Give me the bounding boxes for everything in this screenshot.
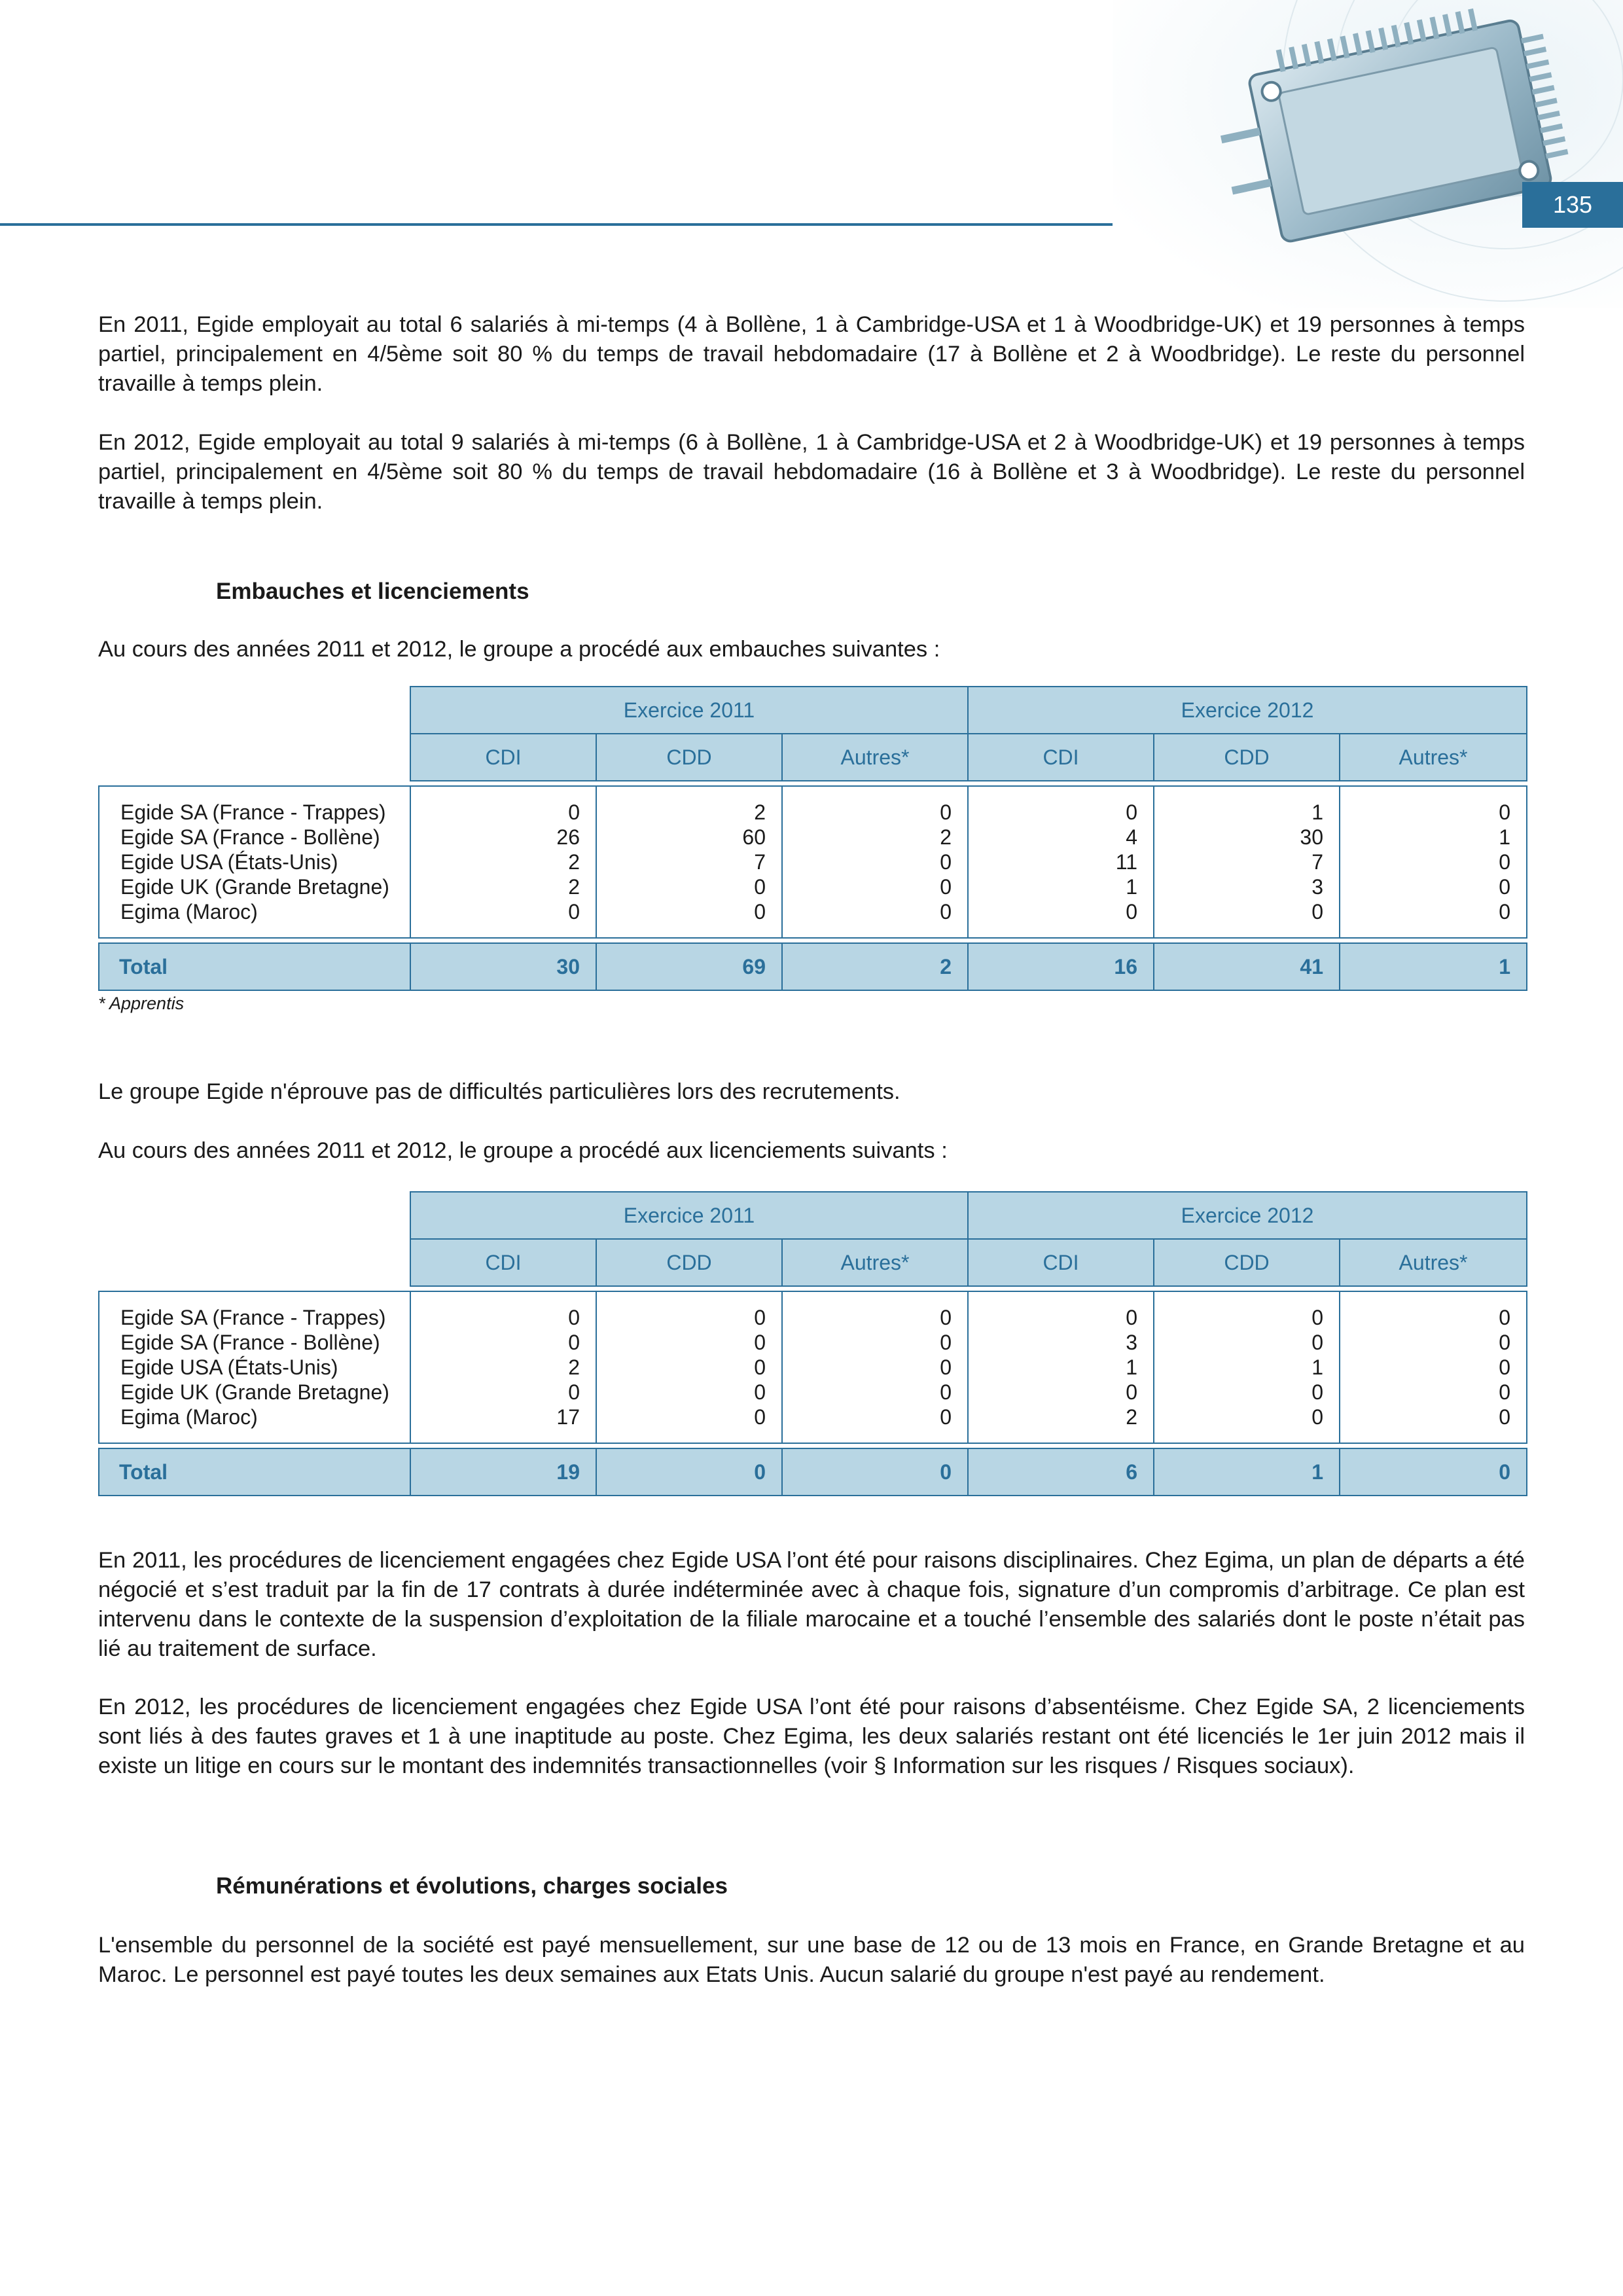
values-2011-cdd: 2 60 7 0 0 [596, 786, 782, 938]
column-header: CDI [968, 1239, 1154, 1286]
total-value: 1 [1154, 1448, 1340, 1496]
footnote-apprentis: * Apprentis [98, 994, 185, 1013]
row-labels [99, 786, 410, 938]
paragraph-remuneration: L'ensemble du personnel de la société est payé mensuellement, sur une base de 12 ou de 13 mois en France, en Grande Bretagne et au Maroc. Le personnel est payé toutes les deux semaines aux Etats Unis. Aucun salarié du groupe n'est payé au rendement. [98, 1933, 1525, 1987]
header-year-2012: Exercice 2012 [968, 1192, 1527, 1239]
header-year-2012: Exercice 2012 [968, 687, 1527, 734]
values-2012-cdd: 1 30 7 3 0 [1154, 786, 1340, 938]
hires-table [98, 686, 1527, 991]
header-rule [0, 223, 1114, 226]
paragraph-part-time-2011: En 2011, Egide employait au total 6 salariés à mi-temps (4 à Bollène, 1 à Cambridge-USA et 1 à Woodbridge-UK) et 19 personnes à temps partiel, principalement en 4/5ème soit 80 % du temps de travail hebdomadaire (17 à Bollène et 2 à Woodbridge). Le reste du personnel travaille à temps plein. [98, 312, 1525, 396]
page-number: 135 [1522, 182, 1623, 228]
row-label: Egima (Maroc) [120, 900, 258, 924]
row-label: Egima (Maroc) [120, 1405, 258, 1429]
total-label: Total [99, 1448, 410, 1496]
column-header: CDD [596, 734, 782, 781]
section-heading-hires-layoffs: Embauches et licenciements [216, 579, 529, 604]
row-label: Egide USA (États-Unis) [120, 850, 338, 874]
total-value: 30 [410, 943, 596, 990]
row-label: Egide SA (France - Trappes) [120, 1306, 386, 1329]
column-header: CDD [1154, 1239, 1340, 1286]
paragraph-hires-intro: Au cours des années 2011 et 2012, le groupe a procédé aux embauches suivantes : [98, 637, 940, 662]
values-2011-autres: 0 2 0 0 0 [782, 786, 968, 938]
values-2011-cdi: 0 26 2 2 0 [410, 786, 596, 938]
values-2012-cdi: 0 3 1 0 2 [968, 1291, 1154, 1443]
column-header: Autres* [1340, 1239, 1527, 1286]
column-header: CDD [1154, 734, 1340, 781]
paragraph-layoffs-intro: Au cours des années 2011 et 2012, le groupe a procédé aux licenciements suivants : [98, 1138, 948, 1163]
total-value: 1 [1340, 943, 1527, 990]
total-value: 0 [596, 1448, 782, 1496]
column-header: CDI [410, 734, 596, 781]
total-value: 0 [782, 1448, 968, 1496]
column-header: CDI [410, 1239, 596, 1286]
header-year-2011: Exercice 2011 [410, 687, 968, 734]
total-value: 16 [968, 943, 1154, 990]
total-value: 19 [410, 1448, 596, 1496]
row-label: Egide UK (Grande Bretagne) [120, 1380, 389, 1404]
electronic-component-illustration [1113, 0, 1623, 308]
paragraph-recruitment: Le groupe Egide n'éprouve pas de difficultés particulières lors des recrutements. [98, 1079, 901, 1104]
values-2012-cdi: 0 4 11 1 0 [968, 786, 1154, 938]
column-header: Autres* [782, 1239, 968, 1286]
section-heading-remuneration: Rémunérations et évolutions, charges sociales [216, 1873, 728, 1899]
row-label: Egide USA (États-Unis) [120, 1355, 338, 1379]
values-2012-autres: 0 1 0 0 0 [1340, 786, 1527, 938]
row-label: Egide SA (France - Bollène) [120, 1331, 380, 1354]
header-year-2011: Exercice 2011 [410, 1192, 968, 1239]
values-2011-autres: 0 0 0 0 0 [782, 1291, 968, 1443]
paragraph-layoffs-2012: En 2012, les procédures de licenciement engagées chez Egide USA l’ont été pour raisons d’absentéisme. Chez Egide SA, 2 licenciements sont liés à des fautes graves et 1 à une inaptitude au poste. Chez Egima, les deux salariés restant ont été licenciés le 1er juin 2012 mais il existe un litige en cours sur le montant des indemnités transactionnelles (voir § Information sur les risques / Risques sociaux). [98, 1695, 1525, 1778]
column-header: Autres* [782, 734, 968, 781]
total-value: 6 [968, 1448, 1154, 1496]
values-2011-cdi: 0 0 2 0 17 [410, 1291, 596, 1443]
total-label: Total [99, 943, 410, 990]
row-label: Egide SA (France - Trappes) [120, 800, 386, 824]
paragraph-part-time-2012: En 2012, Egide employait au total 9 salariés à mi-temps (6 à Bollène, 1 à Cambridge-USA et 2 à Woodbridge-UK) et 19 personnes à temps partiel, principalement en 4/5ème soit 80 % du temps de travail hebdomadaire (16 à Bollène et 3 à Woodbridge). Le reste du personnel travaille à temps plein. [98, 430, 1525, 514]
paragraph-layoffs-2011: En 2011, les procédures de licenciement engagées chez Egide USA l’ont été pour raisons disciplinaires. Chez Egima, un plan de départs a été négocié et s’est traduit par la fin de 17 contrats à durée indéterminée avec à chaque fois, signature d’un compromis d’arbitrage. Ce plan est intervenu dans le contexte de la suspension d’exploitation de la filiale marocaine et a touché l’ensemble des salariés dont le poste n’était pas lié au traitement de surface. [98, 1548, 1525, 1661]
values-2012-autres: 0 0 0 0 0 [1340, 1291, 1527, 1443]
values-2011-cdd: 0 0 0 0 0 [596, 1291, 782, 1443]
values-2012-cdd: 0 0 1 0 0 [1154, 1291, 1340, 1443]
column-header: Autres* [1340, 734, 1527, 781]
total-value: 41 [1154, 943, 1340, 990]
row-label: Egide SA (France - Bollène) [120, 825, 380, 849]
layoffs-table [98, 1191, 1527, 1496]
column-header: CDI [968, 734, 1154, 781]
total-value: 2 [782, 943, 968, 990]
row-label: Egide UK (Grande Bretagne) [120, 875, 389, 899]
row-labels [99, 1291, 410, 1443]
total-value: 69 [596, 943, 782, 990]
total-value: 0 [1340, 1448, 1527, 1496]
column-header: CDD [596, 1239, 782, 1286]
